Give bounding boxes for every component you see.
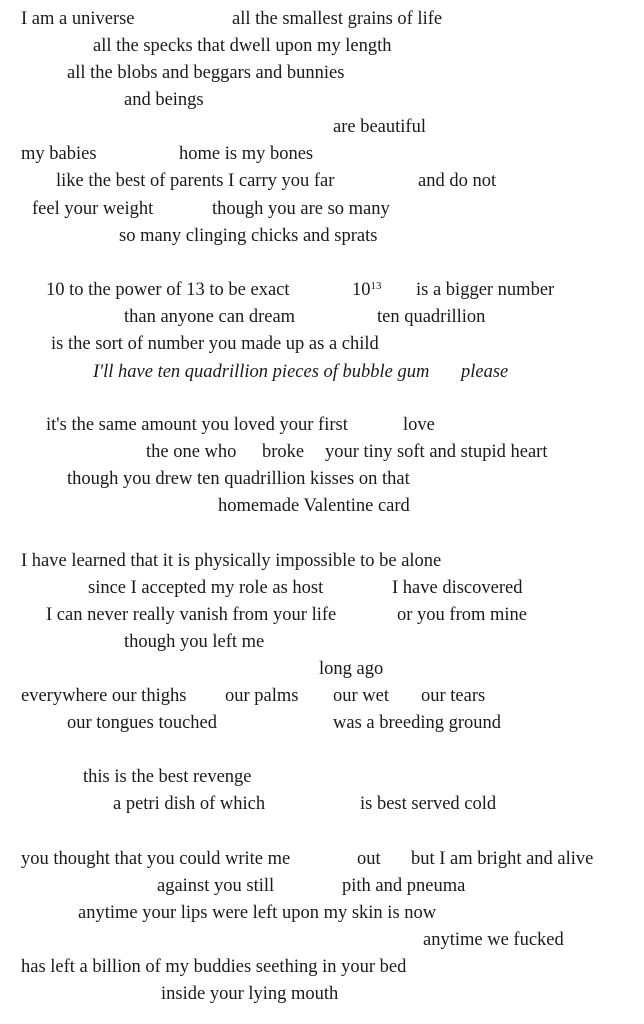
poem-line-10b <box>352 281 382 300</box>
poem-line-10a: 10 to the power of 13 to be exact <box>46 279 290 300</box>
poem-line-27b: out <box>357 848 381 869</box>
poem-line-21: though you left me <box>124 631 265 652</box>
poem-line-1b: all the smallest grains of life <box>232 8 443 29</box>
poem-line-24b: was a breeding ground <box>333 712 501 733</box>
poem-line-28b: pith and pneuma <box>342 875 466 896</box>
poem-line-30: anytime we fucked <box>423 929 564 950</box>
poem-line-20a: I can never really vanish from your life <box>46 604 337 625</box>
poem-line-23d: our tears <box>421 685 486 706</box>
poem-line-26b: is best served cold <box>360 793 497 814</box>
poem-line-13a: I'll have ten quadrillion pieces of bubble gum <box>93 361 430 382</box>
poem-line-27a: you thought that you could write me <box>21 848 291 869</box>
poem-line-13b: please <box>461 361 509 382</box>
poem-line-23a: everywhere our thighs <box>21 685 187 706</box>
poem-line-17: homemade Valentine card <box>218 495 410 516</box>
poem-line-5: are beautiful <box>333 116 426 137</box>
poem-line-18: I have learned that it is physically impossible to be alone <box>21 550 442 571</box>
poem-line-12: is the sort of number you made up as a child <box>51 333 379 354</box>
poem-line-16: though you drew ten quadrillion kisses on that <box>67 468 410 489</box>
poem-line-26a: a petri dish of which <box>113 793 266 814</box>
poem-line-6a: my babies <box>21 143 97 164</box>
power-exponent: 13 <box>370 279 382 292</box>
poem-line-15a: the one who <box>146 441 237 462</box>
poem-line-14b: love <box>403 414 435 435</box>
poem-line-3: all the blobs and beggars and bunnies <box>67 62 345 83</box>
poem-line-11a: than anyone can dream <box>124 306 296 327</box>
poem-line-7a: like the best of parents I carry you far <box>56 170 335 191</box>
poem-line-11b: ten quadrillion <box>377 306 486 327</box>
poem-line-19a: since I accepted my role as host <box>88 577 324 598</box>
poem-line-23c: our wet <box>333 685 389 706</box>
poem-line-8a: feel your weight <box>32 198 154 219</box>
poem-line-27c: but I am bright and alive <box>411 848 594 869</box>
poem-line-6b: home is my bones <box>179 143 314 164</box>
poem-line-14a: it's the same amount you loved your first <box>46 414 348 435</box>
poem-line-19b: I have discovered <box>392 577 523 598</box>
poem-line-22: long ago <box>319 658 384 679</box>
poem-line-15b: broke <box>262 441 305 462</box>
poem-line-10c: is a bigger number <box>416 279 555 300</box>
power-base: 10 <box>352 279 371 300</box>
poem-line-15c: your tiny soft and stupid heart <box>325 441 548 462</box>
poem-line-7b: and do not <box>418 170 497 191</box>
poem-line-8b: though you are so many <box>212 198 390 219</box>
poem-line-23b: our palms <box>225 685 299 706</box>
poem-line-20b: or you from mine <box>397 604 527 625</box>
poem-line-29: anytime your lips were left upon my skin is now <box>78 902 437 923</box>
poem-line-25: this is the best revenge <box>83 766 252 787</box>
poem-line-32: inside your lying mouth <box>161 983 339 1004</box>
poem-line-9: so many clinging chicks and sprats <box>119 225 378 246</box>
poem-line-28a: against you still <box>157 875 275 896</box>
poem-line-2: all the specks that dwell upon my length <box>93 35 392 56</box>
poem-line-31: has left a billion of my buddies seething in your bed <box>21 956 407 977</box>
poem-line-4: and beings <box>124 89 204 110</box>
poem-line-24a: our tongues touched <box>67 712 218 733</box>
poem-line-1a: I am a universe <box>21 8 135 29</box>
